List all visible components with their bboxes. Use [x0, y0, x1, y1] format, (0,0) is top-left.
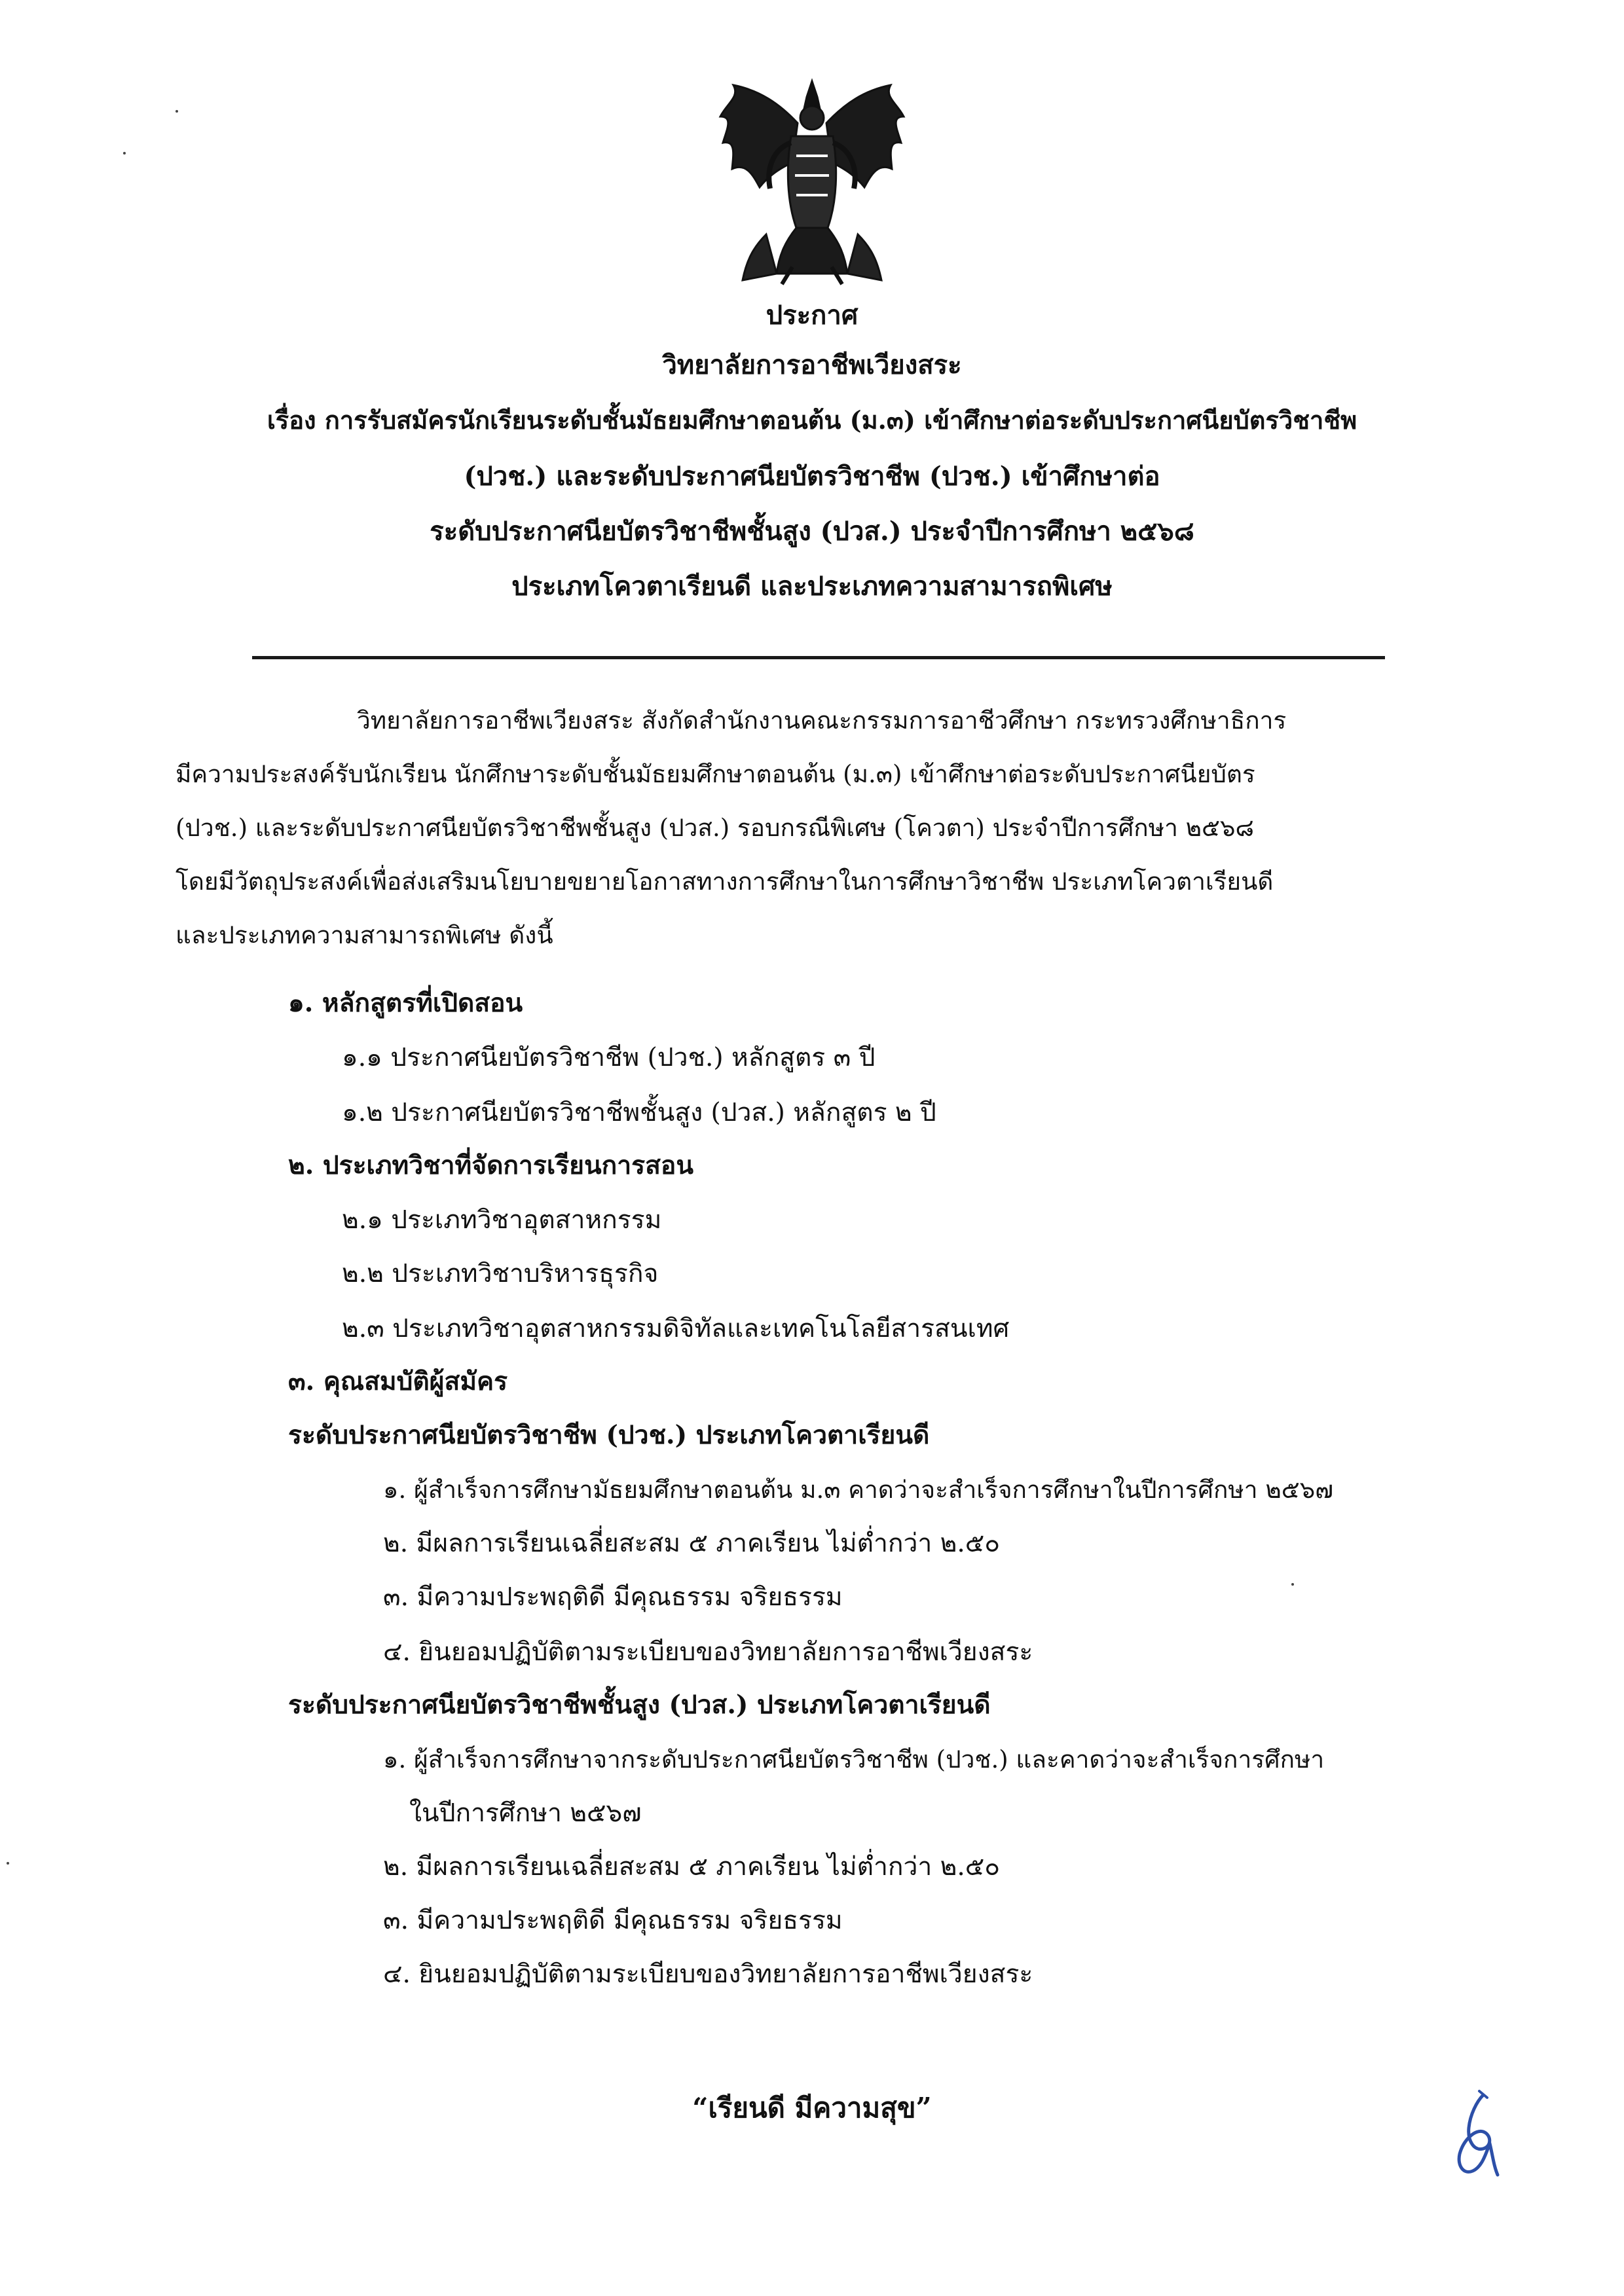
pvs-heading: ระดับประกาศนียบัตรวิชาชีพชั้นสูง (ปวส.) ประเภทโควตาเรียนดี [288, 1690, 991, 1720]
intro-line-3: (ปวช.) และระดับประกาศนียบัตรวิชาชีพชั้นสูง (ปวส.) รอบกรณีพิเศษ (โควตา) ประจำปีการศึกษา ๒๕๖๘ [175, 814, 1255, 842]
section-3-heading: ๓. คุณสมบัติผู้สมัคร [288, 1366, 508, 1396]
section-2-item-3: ๒.๓ ประเภทวิชาอุตสาหกรรมดิจิทัลและเทคโนโลยีสารสนเทศ [342, 1314, 1010, 1343]
subject-line-2: (ปวช.) และระดับประกาศนียบัตรวิชาชีพ (ปวช.) เข้าศึกษาต่อ [464, 461, 1160, 492]
pvc-item-4: ๔. ยินยอมปฏิบัติตามระเบียบของวิทยาลัยการอาชีพเวียงสระ [383, 1637, 1033, 1667]
section-2-item-1: ๒.๑ ประเภทวิชาอุตสาหกรรม [342, 1205, 662, 1235]
pvc-item-3: ๓. มีความประพฤติดี มีคุณธรรม จริยธรรม [383, 1582, 843, 1612]
subject-line-4: ประเภทโควตาเรียนดี และประเภทความสามารถพิเศษ [511, 571, 1113, 602]
section-1-item-1: ๑.๑ ประกาศนียบัตรวิชาชีพ (ปวช.) หลักสูตร ๓ ปี [342, 1043, 876, 1072]
organization-name: วิทยาลัยการอาชีพเวียงสระ [662, 350, 962, 380]
pvc-item-1: ๑. ผู้สำเร็จการศึกษามัธยมศึกษาตอนต้น ม.๓ คาดว่าจะสำเร็จการศึกษาในปีการศึกษา ๒๕๖๗ [383, 1476, 1334, 1504]
pvs-item-1-line-2: ในปีการศึกษา ๒๕๖๗ [409, 1798, 642, 1828]
intro-line-4: โดยมีวัตถุประสงค์เพื่อส่งเสริมนโยบายขยายโอกาสทางการศึกษาในการศึกษาวิชาชีพ ประเภทโควตาเรียนดี [175, 867, 1274, 896]
section-1-heading: ๑. หลักสูตรที่เปิดสอน [288, 988, 523, 1018]
pvs-item-1-line-1: ๑. ผู้สำเร็จการศึกษาจากระดับประกาศนียบัตรวิชาชีพ (ปวช.) และคาดว่าจะสำเร็จการศึกษา [383, 1745, 1325, 1774]
scan-speck [123, 152, 126, 155]
section-2-item-2: ๒.๒ ประเภทวิชาบริหารธุรกิจ [342, 1259, 659, 1288]
subject-line-3: ระดับประกาศนียบัตรวิชาชีพชั้นสูง (ปวส.) ประจำปีการศึกษา ๒๕๖๘ [430, 516, 1194, 547]
section-2-heading: ๒. ประเภทวิชาที่จัดการเรียนการสอน [288, 1150, 694, 1180]
intro-line-2: มีความประสงค์รับนักเรียน นักศึกษาระดับชั้นมัธยมศึกษาตอนต้น (ม.๓) เข้าศึกษาต่อระดับประกาศนียบัตร [175, 760, 1255, 788]
subject-line-1: เรื่อง การรับสมัครนักเรียนระดับชั้นมัธยมศึกษาตอนต้น (ม.๓) เข้าศึกษาต่อระดับประกาศนียบัตรวิชาชีพ [267, 405, 1357, 435]
section-1-item-2: ๑.๒ ประกาศนียบัตรวิชาชีพชั้นสูง (ปวส.) หลักสูตร ๒ ปี [342, 1098, 936, 1127]
pvc-item-2: ๒. มีผลการเรียนเฉลี่ยสะสม ๕ ภาคเรียน ไม่ต่ำกว่า ๒.๕๐ [383, 1529, 1001, 1558]
header-divider [252, 656, 1385, 659]
pvs-item-3: ๓. มีความประพฤติดี มีคุณธรรม จริยธรรม [383, 1906, 843, 1935]
scan-speck [1291, 1583, 1294, 1586]
announcement-title: ประกาศ [766, 300, 858, 331]
pvs-item-2: ๒. มีผลการเรียนเฉลี่ยสะสม ๕ ภาคเรียน ไม่ต่ำกว่า ๒.๕๐ [383, 1852, 1001, 1882]
pvc-heading: ระดับประกาศนียบัตรวิชาชีพ (ปวช.) ประเภทโควตาเรียนดี [288, 1420, 930, 1450]
garuda-emblem-icon [714, 77, 910, 285]
scan-speck [7, 1862, 9, 1865]
motto: “เรียนดี มีความสุข” [692, 2092, 932, 2124]
intro-line-5: และประเภทความสามารถพิเศษ ดังนี้ [175, 921, 553, 949]
scan-speck [175, 110, 178, 113]
signature-icon [1437, 2088, 1516, 2187]
intro-line-1: วิทยาลัยการอาชีพเวียงสระ สังกัดสำนักงานคณะกรรมการอาชีวศึกษา กระทรวงศึกษาธิการ [357, 706, 1287, 735]
pvs-item-4: ๔. ยินยอมปฏิบัติตามระเบียบของวิทยาลัยการอาชีพเวียงสระ [383, 1959, 1033, 1989]
